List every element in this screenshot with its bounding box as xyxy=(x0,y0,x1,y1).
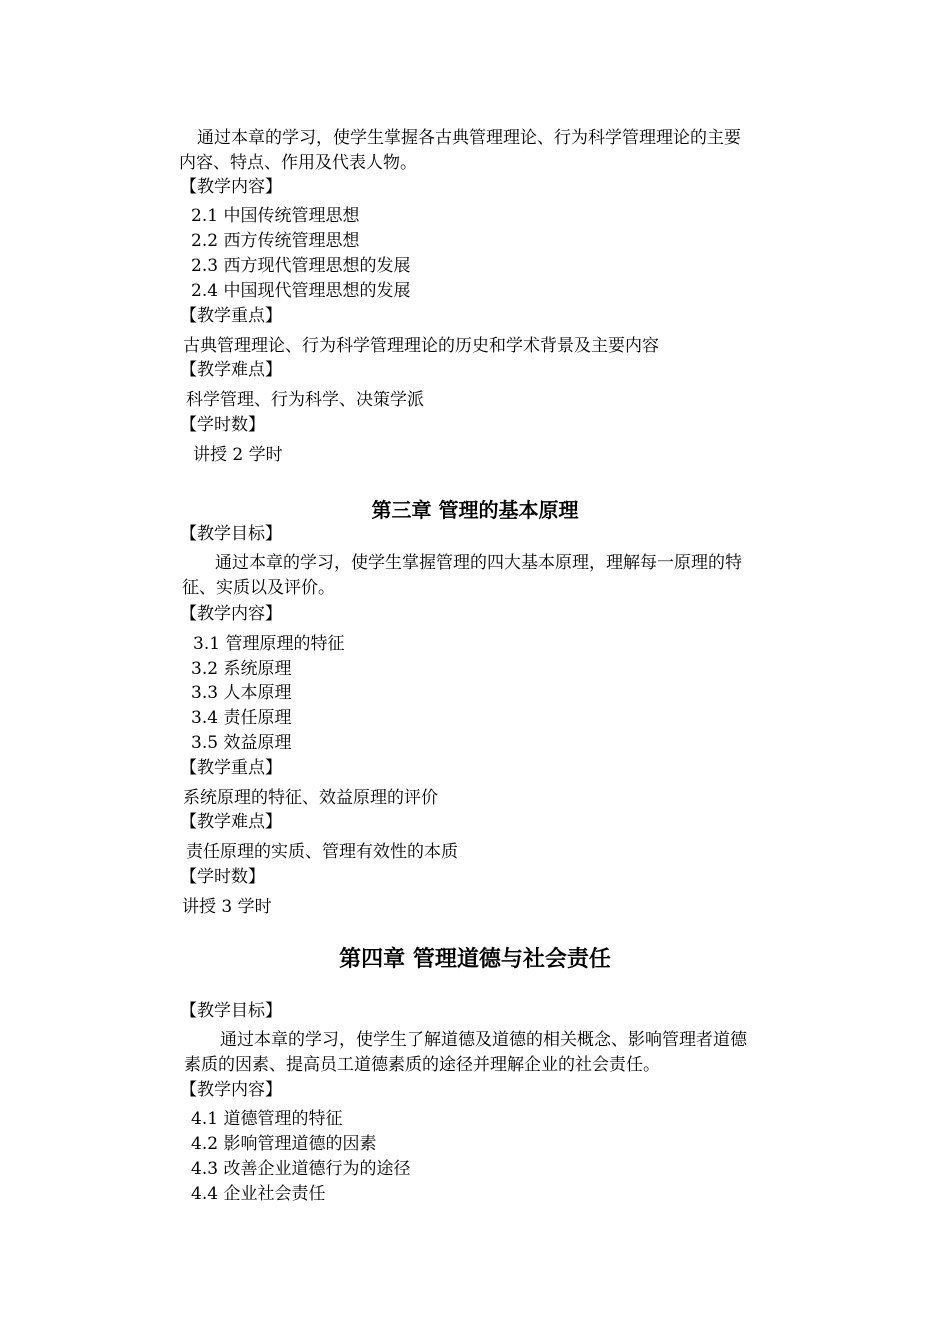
ch2-difficulty-heading: 【教学难点】 xyxy=(180,360,282,380)
ch2-hours-text: 讲授 2 学时 xyxy=(193,445,283,465)
ch2-key-heading: 【教学重点】 xyxy=(180,306,282,326)
ch3-content-heading: 【教学内容】 xyxy=(180,604,282,624)
ch3-hours-text: 讲授 3 学时 xyxy=(182,897,272,917)
ch4-content-heading: 【教学内容】 xyxy=(180,1080,282,1100)
ch2-content-heading: 【教学内容】 xyxy=(180,177,282,197)
ch3-hours-heading: 【学时数】 xyxy=(180,867,265,887)
ch2-content-item: 2.3 西方现代管理思想的发展 xyxy=(191,256,411,276)
ch3-key-heading: 【教学重点】 xyxy=(180,758,282,778)
ch3-difficulty-heading: 【教学难点】 xyxy=(180,812,282,832)
ch4-content-item: 4.1 道德管理的特征 xyxy=(191,1109,343,1129)
ch3-content-item: 3.2 系统原理 xyxy=(191,659,292,679)
ch4-content-item: 4.3 改善企业道德行为的途径 xyxy=(191,1159,411,1179)
ch2-hours-heading: 【学时数】 xyxy=(180,415,265,435)
ch4-objective-heading: 【教学目标】 xyxy=(180,1001,282,1021)
ch2-objective-line1: 通过本章的学习，使学生掌握各古典管理理论、行为科学管理理论的主要 xyxy=(197,128,741,148)
ch3-content-item: 3.4 责任原理 xyxy=(191,708,292,728)
ch4-objective-line1: 通过本章的学习，使学生了解道德及道德的相关概念、影响管理者道德 xyxy=(220,1030,747,1050)
ch2-content-item: 2.2 西方传统管理思想 xyxy=(191,231,360,251)
ch2-objective-line2: 内容、特点、作用及代表人物。 xyxy=(179,153,417,173)
ch3-difficulty-text: 责任原理的实质、管理有效性的本质 xyxy=(186,842,458,862)
ch4-content-item: 4.2 影响管理道德的因素 xyxy=(191,1134,377,1154)
ch3-content-item: 3.5 效益原理 xyxy=(191,733,292,753)
ch2-content-item: 2.4 中国现代管理思想的发展 xyxy=(191,281,411,301)
ch4-content-item: 4.4 企业社会责任 xyxy=(191,1184,326,1204)
ch2-content-item: 2.1 中国传统管理思想 xyxy=(191,206,360,226)
ch3-title: 第三章 管理的基本原理 xyxy=(371,498,579,522)
ch3-objective-line2: 征、实质以及评价。 xyxy=(182,578,335,598)
ch3-content-item: 3.3 人本原理 xyxy=(191,683,292,703)
ch3-content-item: 3.1 管理原理的特征 xyxy=(193,634,345,654)
ch2-difficulty-text: 科学管理、行为科学、决策学派 xyxy=(186,390,424,410)
ch2-key-text: 古典管理理论、行为科学管理理论的历史和学术背景及主要内容 xyxy=(183,336,659,356)
ch4-title: 第四章 管理道德与社会责任 xyxy=(339,947,611,972)
ch3-objective-heading: 【教学目标】 xyxy=(180,524,282,544)
ch3-key-text: 系统原理的特征、效益原理的评价 xyxy=(183,788,438,808)
ch4-objective-line2: 素质的因素、提高员工道德素质的途径并理解企业的社会责任。 xyxy=(184,1055,660,1075)
ch3-objective-line1: 通过本章的学习，使学生掌握管理的四大基本原理，理解每一原理的特 xyxy=(215,553,742,573)
